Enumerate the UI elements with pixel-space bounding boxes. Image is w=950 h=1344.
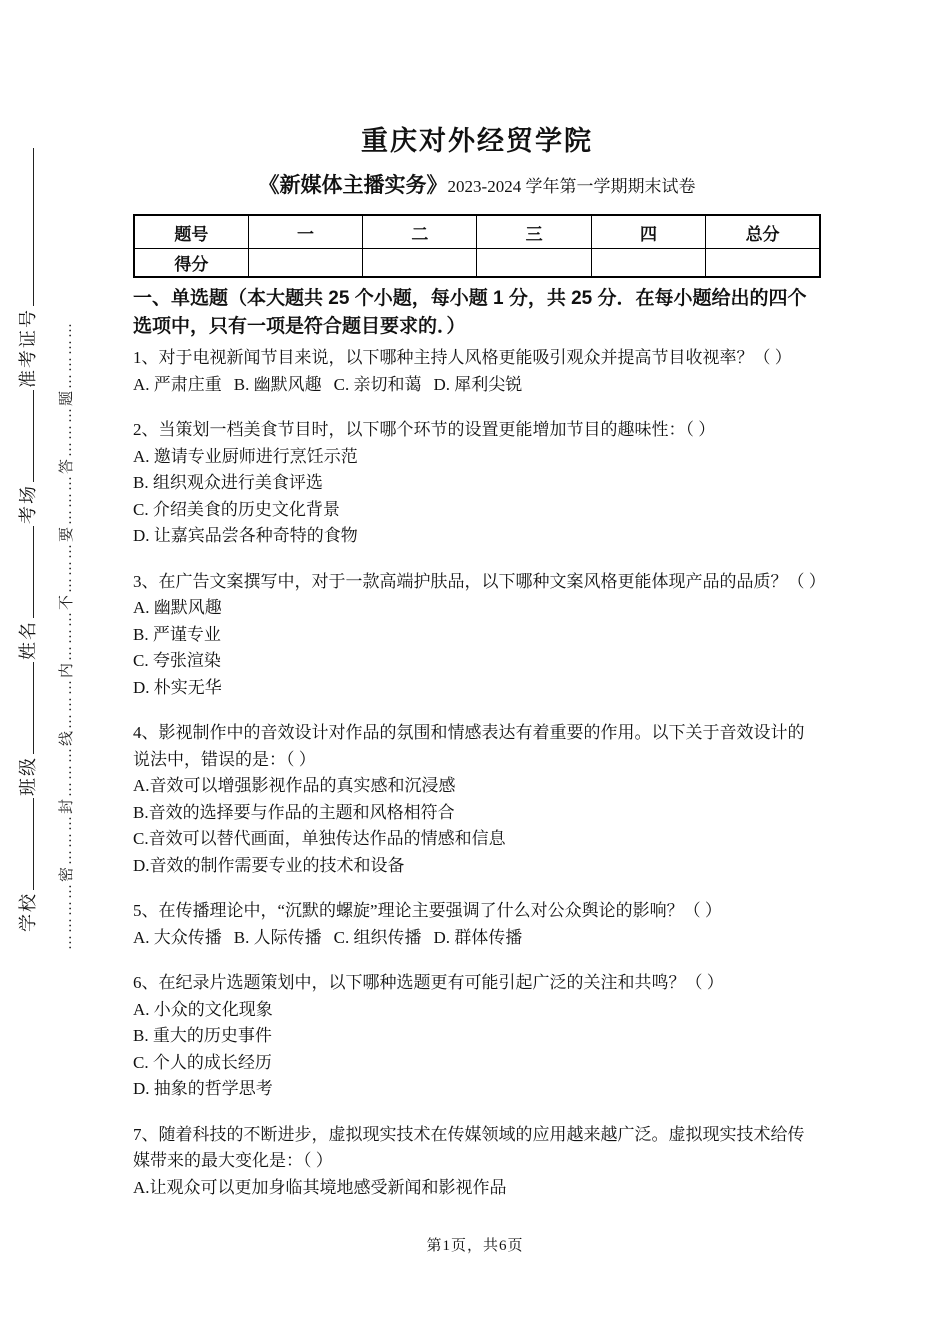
option-item: C. 个人的成长经历 [133, 1052, 272, 1072]
option-item: A.让观众可以更加身临其境地感受新闻和影视作品 [133, 1177, 507, 1197]
page-title: 重庆对外经贸学院 [361, 126, 593, 156]
question-block [133, 345, 821, 398]
section-title: 一、单选题（本大题共 25 个小题，每小题 1 分，共 25 分．在每小题给出的四个选项中，只有一项是符合题目要求的．） [133, 288, 807, 337]
score-table-header-cell: 一 [248, 215, 362, 249]
score-cell [591, 249, 705, 278]
option-item: D.音效的制作需要专业的技术和设备 [133, 855, 405, 875]
seal-line-dotted: …………密………封………线………内………不………要………答………题………… [59, 320, 75, 950]
score-table [133, 214, 821, 278]
score-table-score-row [134, 249, 820, 278]
question-block [133, 898, 821, 951]
option-item: C.音效可以替代画面，单独传达作品的情感和信息 [133, 829, 506, 848]
seal-field-label: 学校 [18, 892, 38, 932]
question-text: 5、在传播理论中，“沉默的螺旋”理论主要强调了什么对公众舆论的影响？（ ） [133, 901, 722, 920]
question-text: 6、在纪录片选题策划中，以下哪种选题更有可能引起广泛的关注和共鸣？（ ） [133, 973, 724, 992]
question-options [133, 925, 821, 952]
question-block [133, 569, 826, 702]
score-table-header-cell: 四 [591, 215, 705, 249]
question-text: 3、在广告文案撰写中，对于一款高端护肤品，以下哪种文案风格更能体现产品的品质？（ ） [133, 571, 826, 591]
option-item: B.音效的选择要与作品的主题和风格相符合 [133, 802, 455, 822]
seal-field-blank [14, 526, 34, 618]
option-item: A. 幽默风趣 [133, 598, 222, 617]
question-options [133, 372, 821, 399]
option-item: B. 幽默风趣 [233, 374, 322, 394]
option-item: A. 严肃庄重 [133, 374, 222, 394]
option-item: B. 严谨专业 [133, 624, 221, 644]
question-text: 7、随着科技的不断进步，虚拟现实技术在传媒领域的应用越来越广泛。虚拟现实技术给传媒带来的最大变化是：（ ） [133, 1124, 805, 1170]
score-cell [363, 249, 477, 278]
exam-page [133, 0, 826, 1220]
score-row-label: 得分 [134, 249, 248, 278]
question-block [133, 1122, 821, 1202]
score-table-header-cell: 三 [477, 215, 591, 249]
option-item: B. 重大的历史事件 [133, 1026, 272, 1045]
question-block [133, 417, 821, 550]
question-options [133, 773, 821, 879]
option-item: B. 人际传播 [233, 927, 322, 947]
question-options [133, 595, 821, 701]
option-item: D. 让嘉宾品尝各种奇特的食物 [133, 526, 358, 545]
option-item: D. 朴实无华 [133, 677, 222, 697]
score-table-header-cell: 总分 [706, 215, 820, 249]
option-item: C. 介绍美食的历史文化背景 [133, 499, 340, 519]
score-cell [248, 249, 362, 278]
seal-field-blank [14, 798, 34, 890]
seal-field-label: 姓名 [18, 620, 38, 660]
question-options [133, 1175, 821, 1202]
option-item: D. 犀利尖锐 [433, 374, 523, 394]
option-item: A. 小众的文化现象 [133, 999, 273, 1019]
seal-field-label: 考场 [18, 484, 38, 524]
question-text: 2、当策划一档美食节目时，以下哪个环节的设置更能增加节目的趣味性：（ ） [133, 420, 716, 439]
option-item: A.音效可以增强影视作品的真实感和沉浸感 [133, 776, 456, 795]
course-title: 《新媒体主播实务》 [258, 174, 448, 197]
seal-field-label: 班级 [18, 756, 38, 796]
score-table-header-cell: 题号 [134, 215, 248, 249]
exam-term: 2023-2024 学年第一学期期末试卷 [447, 177, 696, 196]
score-cell [477, 249, 591, 278]
score-table-header-cell: 二 [363, 215, 477, 249]
seal-field-blank [14, 662, 34, 754]
seal-field-blank [14, 390, 34, 482]
page-footer: 第1页，共6页 [426, 1238, 524, 1254]
question-text: 1、对于电视新闻节目来说，以下哪种主持人风格更能吸引观众并提高节目收视率？（ ） [133, 348, 792, 367]
option-item: A. 邀请专业厨师进行烹饪示范 [133, 446, 358, 466]
option-item: C. 亲切和蔼 [333, 374, 422, 394]
questions [133, 345, 826, 1201]
question-block [133, 720, 821, 879]
question-text: 4、影视制作中的音效设计对作品的氛围和情感表达有着重要的作用。以下关于音效设计的说法中，错误的是：（ ） [133, 723, 805, 769]
score-cell [706, 249, 820, 278]
question-options [133, 997, 821, 1103]
option-item: D. 群体传播 [433, 927, 523, 947]
score-table-header-row [134, 215, 820, 249]
seal-field-blank [14, 148, 34, 306]
question-block [133, 970, 821, 1103]
option-item: B. 组织观众进行美食评选 [133, 473, 323, 492]
option-item: C. 组织传播 [333, 927, 422, 947]
seal-line-fields [14, 72, 41, 932]
option-item: D. 抽象的哲学思考 [133, 1079, 273, 1098]
option-item: A. 大众传播 [133, 927, 222, 947]
question-options [133, 444, 821, 550]
option-item: C. 夸张渲染 [133, 651, 221, 670]
seal-field-label: 准考证号 [18, 308, 38, 388]
exam-subtitle [133, 172, 821, 202]
